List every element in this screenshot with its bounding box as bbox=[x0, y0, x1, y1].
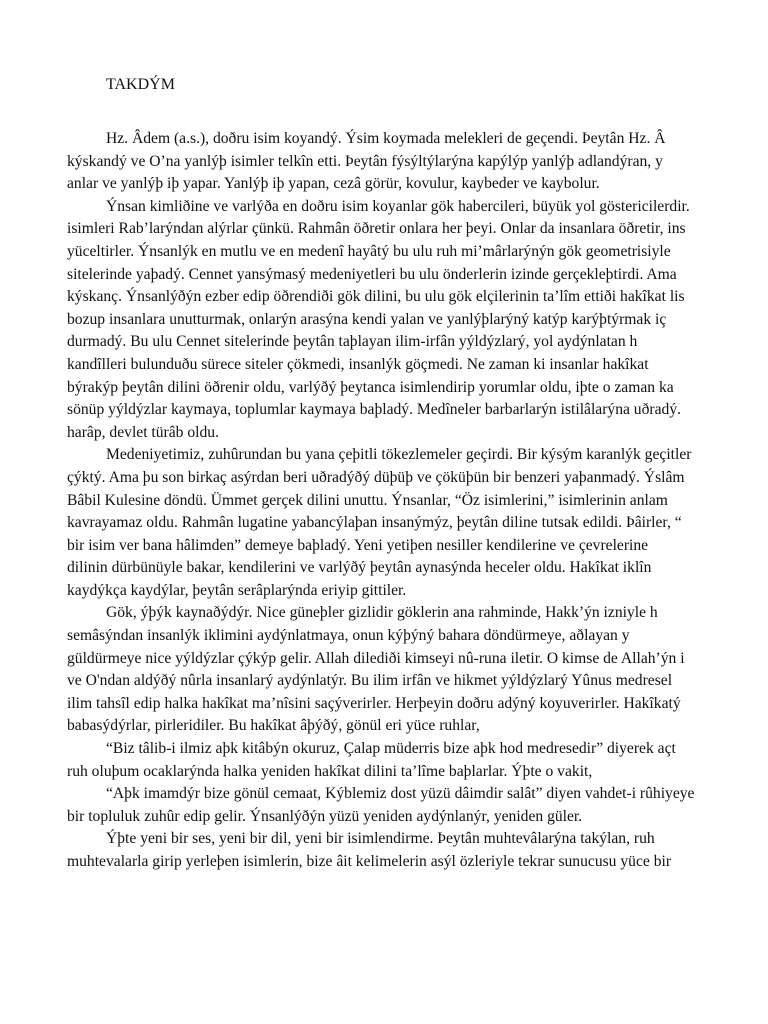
text-line: bozup insanlara unutturmak, onlarýn arasýna kendi yalan ve yanlýþlarýný katýp karýþtýrmak iç bbox=[67, 310, 667, 328]
paragraph-first-line: Gök, ýþýk kaynaðýdýr. Nice güneþler gizlidir göklerin ana rahminde, Hakk’ýn izniyle h bbox=[106, 604, 658, 622]
text-line: yüceltirler. Ýnsanlýk en mutlu ve en medenî hayâtý bu ulu ruh mi’mârlarýnýn gök geometrisiyle bbox=[67, 242, 671, 260]
text-line: semâsýndan insanlýk iklimini aydýnlatmaya, onun kýþýný bahara döndürmeye, aðlayan y bbox=[67, 627, 630, 645]
text-line: kavrayamaz oldu. Rahmân lugatine yabancýlaþan insanýmýz, þeytân diline tutsak edildi. Þâirler, “ bbox=[67, 514, 682, 532]
text-line: bir isim ver bana hâlimden” demeye baþladý. Yeni yetiþen nesiller kendilerine ve çevrelerine bbox=[67, 536, 649, 554]
text-line: sitelerinde yaþadý. Cennet yansýmasý medeniyetleri bu ulu önderlerin izinde gerçekleþtirdi. Ama bbox=[67, 265, 677, 283]
text-line: muhtevalarla girip yerleþen isimlerin, bize âit kelimelerin asýl özleriyle tekrar sunucusu yüce bir bbox=[67, 853, 672, 870]
text-line: bir topluluk zuhûr edip gelir. Ýnsanlýðýn yüzü yeniden aydýnlanýr, yeniden güler. bbox=[67, 807, 583, 825]
text-line: harâp, devlet türâb oldu. bbox=[67, 423, 219, 441]
text-line: Bâbil Kulesine döndü. Ümmet gerçek dilini unuttu. Ýnsanlar, “Öz isimlerini,” isimlerinin anlam bbox=[67, 491, 668, 509]
text-line: isimleri Rab’larýndan alýrlar çünkü. Rahmân öðretir onlara her þeyi. Onlar da insanlara öðretir, ins bbox=[67, 220, 686, 238]
text-line: kaydýkça kaydýlar, þeytân serâplarýnda eriyip gittiler. bbox=[67, 581, 407, 599]
paragraph-first-line: Medeniyetimiz, zuhûrundan bu yana çeþitli tökezlemeler geçirdi. Bir kýsým karanlýk geçitler bbox=[106, 446, 692, 464]
text-line: anlar ve yanlýþ iþ yapar. Yanlýþ iþ yapan, cezâ görür, kovulur, kaybeder ve kaybolur. bbox=[67, 175, 600, 193]
text-line: dilinin dürbünüyle bakar, kendilerini ve varlýðý þeytân aynasýnda heceler oldu. Hakîkat iklîn bbox=[67, 559, 652, 577]
paragraph-first-line: “Biz tâlib-i ilmiz aþk kitâbýn okuruz, Çalap müderris bize aþk hod medresedir” diyerek açt bbox=[106, 740, 676, 758]
paragraph-first-line: Ýnsan kimliðine ve varlýða en doðru isim koyanlar gök habercileri, büyük yol göstericilerdir. bbox=[106, 197, 690, 215]
text-line: durmadý. Bu ulu Cennet sitelerinde þeytân taþlayan ilim-irfân yýldýzlarý, yol aydýnlatan h bbox=[67, 333, 638, 351]
text-line: kýskandý ve O’na yanlýþ isimler telkîn etti. Þeytân fýsýltýlarýna kapýlýp yanlýþ adlandýran, y bbox=[67, 152, 663, 170]
text-line: sönüp yýldýzlar kaymaya, toplumlar kaymaya baþladý. Medîneler barbarlarýn istilâlarýna uðradý. bbox=[67, 401, 682, 419]
document-body bbox=[67, 128, 768, 874]
text-line: güldürmeye nice yýldýzlar çýkýp gelir. Allah dilediði kimseyi nû-runa iletir. O kimse de Allah’ýn i bbox=[67, 649, 685, 667]
text-line: kandîlleri bulunduðu sürece siteler çökmedi, insanlýk göçmedi. Ne zaman ki insanlar hakîkat bbox=[67, 355, 649, 373]
paragraph-first-line: Ýþte yeni bir ses, yeni bir dil, yeni bir isimlendirme. Þeytân muhtevâlarýna takýlan, ruh bbox=[106, 830, 655, 848]
text-line: çýktý. Ama þu son birkaç asýrdan beri uðradýðý düþüþ ve çöküþün bir benzeri yaþanmadý. Ýslâm bbox=[67, 468, 685, 486]
text-line: ve O'ndan aldýðý nûrla insanlarý aydýnlatýr. Bu ilim irfân ve hikmet yýldýzlarý Yûnus medresel bbox=[67, 672, 673, 690]
document-title: TAKDÝM bbox=[106, 76, 175, 93]
text-line: babasýdýrlar, pirleridiler. Bu hakîkat âþýðý, gönül eri yüce ruhlar, bbox=[67, 717, 480, 735]
text-line: býrakýp þeytân dilini öðrenir oldu, varlýðý þeytanca isimlendirip yorumlar oldu, iþte o zaman ka bbox=[67, 378, 674, 396]
text-line: ruh oluþum ocaklarýnda halka yeniden hakîkat dilini ta’lîme baþlarlar. Ýþte o vakit, bbox=[67, 762, 593, 780]
paragraph-first-line: Hz. Âdem (a.s.), doðru isim koyandý. Ýsim koymada melekleri de geçendi. Þeytân Hz. Â bbox=[106, 130, 666, 147]
text-line: ilim tahsîl edip halka hakîkat ma’nîsini saçýverirler. Herþeyin doðru adýný koyuverirler. Hakîkatý bbox=[67, 694, 681, 712]
text-line: kýskanç. Ýnsanlýðýn ezber edip öðrendiði gök dilini, bu ulu gök elçilerinin ta’lîm ettiði hakîkat lis bbox=[67, 288, 685, 306]
paragraph-first-line: “Aþk imamdýr bize gönül cemaat, Kýblemiz dost yüzü dâimdir salât” diyen vahdet-i rûhiyeye bbox=[106, 785, 695, 803]
